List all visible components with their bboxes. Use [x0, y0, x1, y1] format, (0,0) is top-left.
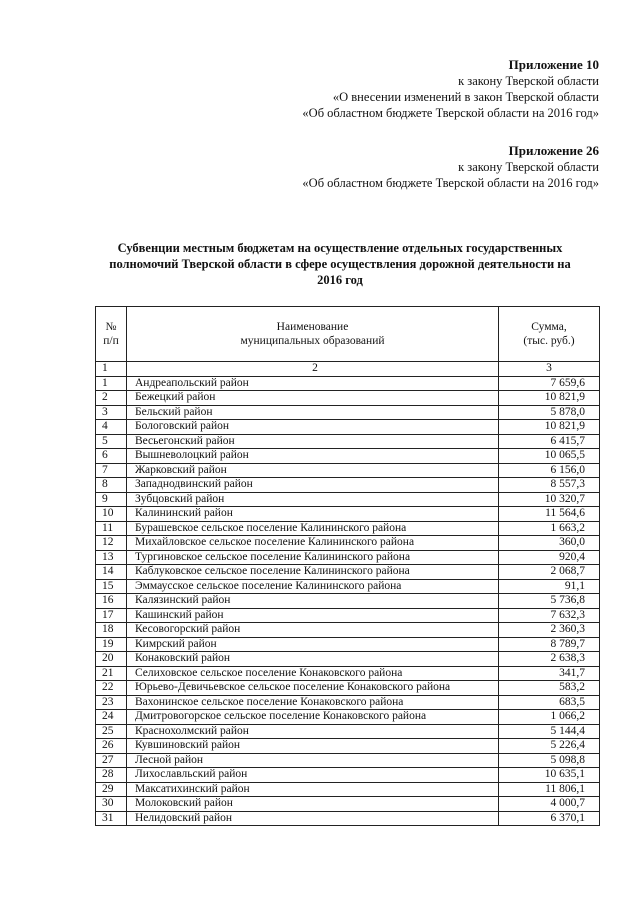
row-number: 16: [96, 594, 127, 609]
municipality-name: Кимрский район: [127, 637, 499, 652]
municipality-name: Юрьево-Девичьевское сельское поселение Конаковского района: [127, 681, 499, 696]
municipality-name: Михайловское сельское поселение Калининского района: [127, 536, 499, 551]
row-number: 30: [96, 797, 127, 812]
municipality-name: Бельский район: [127, 405, 499, 420]
municipality-name: Селиховское сельское поселение Конаковского района: [127, 666, 499, 681]
municipality-name: Эммаусское сельское поселение Калининского района: [127, 579, 499, 594]
subvention-sum: 6 156,0: [499, 463, 600, 478]
appendix-10-line-2: «О внесении изменений в закон Тверской области: [332, 90, 599, 104]
subvention-sum: 11 806,1: [499, 782, 600, 797]
municipality-name: Конаковский район: [127, 652, 499, 667]
document-title: [60, 240, 620, 288]
municipality-name: Калязинский район: [127, 594, 499, 609]
subvention-sum: 2 638,3: [499, 652, 600, 667]
municipality-name: Тургиновское сельское поселение Калининского района: [127, 550, 499, 565]
appendix-26-title: Приложение 26: [508, 143, 599, 158]
table-row: [96, 753, 600, 768]
municipality-name: Западнодвинский район: [127, 478, 499, 493]
table-row: [96, 478, 600, 493]
municipality-name: Кувшиновский район: [127, 739, 499, 754]
row-number: 2: [96, 391, 127, 406]
appendix-10-line-3: «Об областном бюджете Тверской области на 2016 год»: [302, 106, 599, 120]
row-number: 10: [96, 507, 127, 522]
appendix-10-line-1: к закону Тверской области: [458, 74, 599, 88]
column-index-row: [96, 362, 600, 377]
subvention-sum: 7 632,3: [499, 608, 600, 623]
table-row: [96, 710, 600, 725]
table-row: [96, 521, 600, 536]
subvention-sum: 5 226,4: [499, 739, 600, 754]
municipality-name: Жарковский район: [127, 463, 499, 478]
municipality-name: Бологовский район: [127, 420, 499, 435]
row-number: 14: [96, 565, 127, 580]
row-number: 31: [96, 811, 127, 826]
subvention-sum: 91,1: [499, 579, 600, 594]
table-row: [96, 463, 600, 478]
table-row: [96, 681, 600, 696]
subvention-sum: 2 360,3: [499, 623, 600, 638]
row-number: 26: [96, 739, 127, 754]
subvention-sum: 5 736,8: [499, 594, 600, 609]
subvention-sum: 341,7: [499, 666, 600, 681]
table-row: [96, 376, 600, 391]
table-row: [96, 391, 600, 406]
municipality-name: Зубцовский район: [127, 492, 499, 507]
header-name-line-1: Наименование: [276, 321, 349, 333]
municipality-name: Лесной район: [127, 753, 499, 768]
appendix-26-line-2: «Об областном бюджете Тверской области на 2016 год»: [302, 176, 599, 190]
subvention-sum: 5 098,8: [499, 753, 600, 768]
subvention-sum: 8 789,7: [499, 637, 600, 652]
table-row: [96, 536, 600, 551]
row-number: 8: [96, 478, 127, 493]
municipality-name: Дмитровогорское сельское поселение Конаковского района: [127, 710, 499, 725]
table-row: [96, 507, 600, 522]
subvention-sum: 10 635,1: [499, 768, 600, 783]
municipality-name: Нелидовский район: [127, 811, 499, 826]
row-number: 27: [96, 753, 127, 768]
row-number: 20: [96, 652, 127, 667]
subvention-sum: 2 068,7: [499, 565, 600, 580]
municipality-name: Вышневолоцкий район: [127, 449, 499, 464]
table-row: [96, 623, 600, 638]
row-number: 5: [96, 434, 127, 449]
municipality-name: Весьегонский район: [127, 434, 499, 449]
appendix-10-title: Приложение 10: [508, 57, 599, 72]
subvention-sum: 683,5: [499, 695, 600, 710]
row-number: 15: [96, 579, 127, 594]
table-row: [96, 594, 600, 609]
table-row: [96, 768, 600, 783]
subvention-sum: 10 821,9: [499, 420, 600, 435]
subvention-sum: 1 066,2: [499, 710, 600, 725]
subvention-sum: 8 557,3: [499, 478, 600, 493]
table-row: [96, 565, 600, 580]
row-number: 12: [96, 536, 127, 551]
header-number: [96, 307, 127, 362]
municipality-name: Максатихинский район: [127, 782, 499, 797]
subvention-sum: 6 415,7: [499, 434, 600, 449]
row-number: 22: [96, 681, 127, 696]
subvention-sum: 10 065,5: [499, 449, 600, 464]
subvention-sum: 360,0: [499, 536, 600, 551]
subvention-sum: 11 564,6: [499, 507, 600, 522]
table-row: [96, 637, 600, 652]
table-row: [96, 782, 600, 797]
document-title-line-3: 2016 год: [317, 273, 363, 287]
column-index-1: 1: [96, 362, 127, 377]
appendix-26-header: [302, 143, 599, 191]
municipality-name: Бурашевское сельское поселение Калининского района: [127, 521, 499, 536]
row-number: 18: [96, 623, 127, 638]
subvention-sum: 583,2: [499, 681, 600, 696]
header-name: [127, 307, 499, 362]
municipality-name: Каблуковское сельское поселение Калининского района: [127, 565, 499, 580]
subvention-sum: 10 320,7: [499, 492, 600, 507]
municipality-name: Краснохолмский район: [127, 724, 499, 739]
header-sum-line-1: Сумма,: [531, 321, 567, 333]
table-row: [96, 811, 600, 826]
municipality-name: Калининский район: [127, 507, 499, 522]
row-number: 29: [96, 782, 127, 797]
table-row: [96, 434, 600, 449]
row-number: 3: [96, 405, 127, 420]
header-sum-line-2: (тыс. руб.): [523, 335, 575, 347]
municipality-name: Кашинский район: [127, 608, 499, 623]
row-number: 4: [96, 420, 127, 435]
row-number: 1: [96, 376, 127, 391]
row-number: 19: [96, 637, 127, 652]
subvention-sum: 5 144,4: [499, 724, 600, 739]
table-row: [96, 579, 600, 594]
subvention-sum: 5 878,0: [499, 405, 600, 420]
table-row: [96, 449, 600, 464]
document-title-line-1: Субвенции местным бюджетам на осуществление отдельных государственных: [117, 241, 563, 255]
table-row: [96, 695, 600, 710]
table-row: [96, 652, 600, 667]
municipality-name: Вахонинское сельское поселение Конаковского района: [127, 695, 499, 710]
subvention-sum: 1 663,2: [499, 521, 600, 536]
row-number: 11: [96, 521, 127, 536]
table-row: [96, 420, 600, 435]
table-row: [96, 724, 600, 739]
municipality-name: Андреапольский район: [127, 376, 499, 391]
row-number: 6: [96, 449, 127, 464]
row-number: 23: [96, 695, 127, 710]
row-number: 7: [96, 463, 127, 478]
table-row: [96, 405, 600, 420]
subvention-sum: 6 370,1: [499, 811, 600, 826]
table-row: [96, 550, 600, 565]
municipality-name: Кесовогорский район: [127, 623, 499, 638]
row-number: 25: [96, 724, 127, 739]
table-row: [96, 608, 600, 623]
row-number: 17: [96, 608, 127, 623]
row-number: 21: [96, 666, 127, 681]
subvention-sum: 10 821,9: [499, 391, 600, 406]
header-sum: [499, 307, 600, 362]
table-row: [96, 739, 600, 754]
municipality-name: Лихославльский район: [127, 768, 499, 783]
subvention-sum: 7 659,6: [499, 376, 600, 391]
subvention-sum: 920,4: [499, 550, 600, 565]
subventions-table: [95, 306, 600, 826]
row-number: 28: [96, 768, 127, 783]
header-number-line-1: №: [105, 321, 117, 333]
document-title-line-2: полномочий Тверской области в сфере осуществления дорожной деятельности на: [109, 257, 571, 271]
row-number: 13: [96, 550, 127, 565]
table-row: [96, 666, 600, 681]
municipality-name: Бежецкий район: [127, 391, 499, 406]
row-number: 9: [96, 492, 127, 507]
column-index-3: 3: [499, 362, 600, 377]
column-index-2: 2: [127, 362, 499, 377]
header-name-line-2: муниципальных образований: [240, 335, 385, 347]
table-row: [96, 492, 600, 507]
appendix-10-header: [302, 57, 599, 121]
municipality-name: Молоковский район: [127, 797, 499, 812]
table-header-row: [96, 307, 600, 362]
row-number: 24: [96, 710, 127, 725]
subvention-sum: 4 000,7: [499, 797, 600, 812]
header-number-line-2: п/п: [103, 335, 119, 347]
appendix-26-line-1: к закону Тверской области: [458, 160, 599, 174]
table-row: [96, 797, 600, 812]
